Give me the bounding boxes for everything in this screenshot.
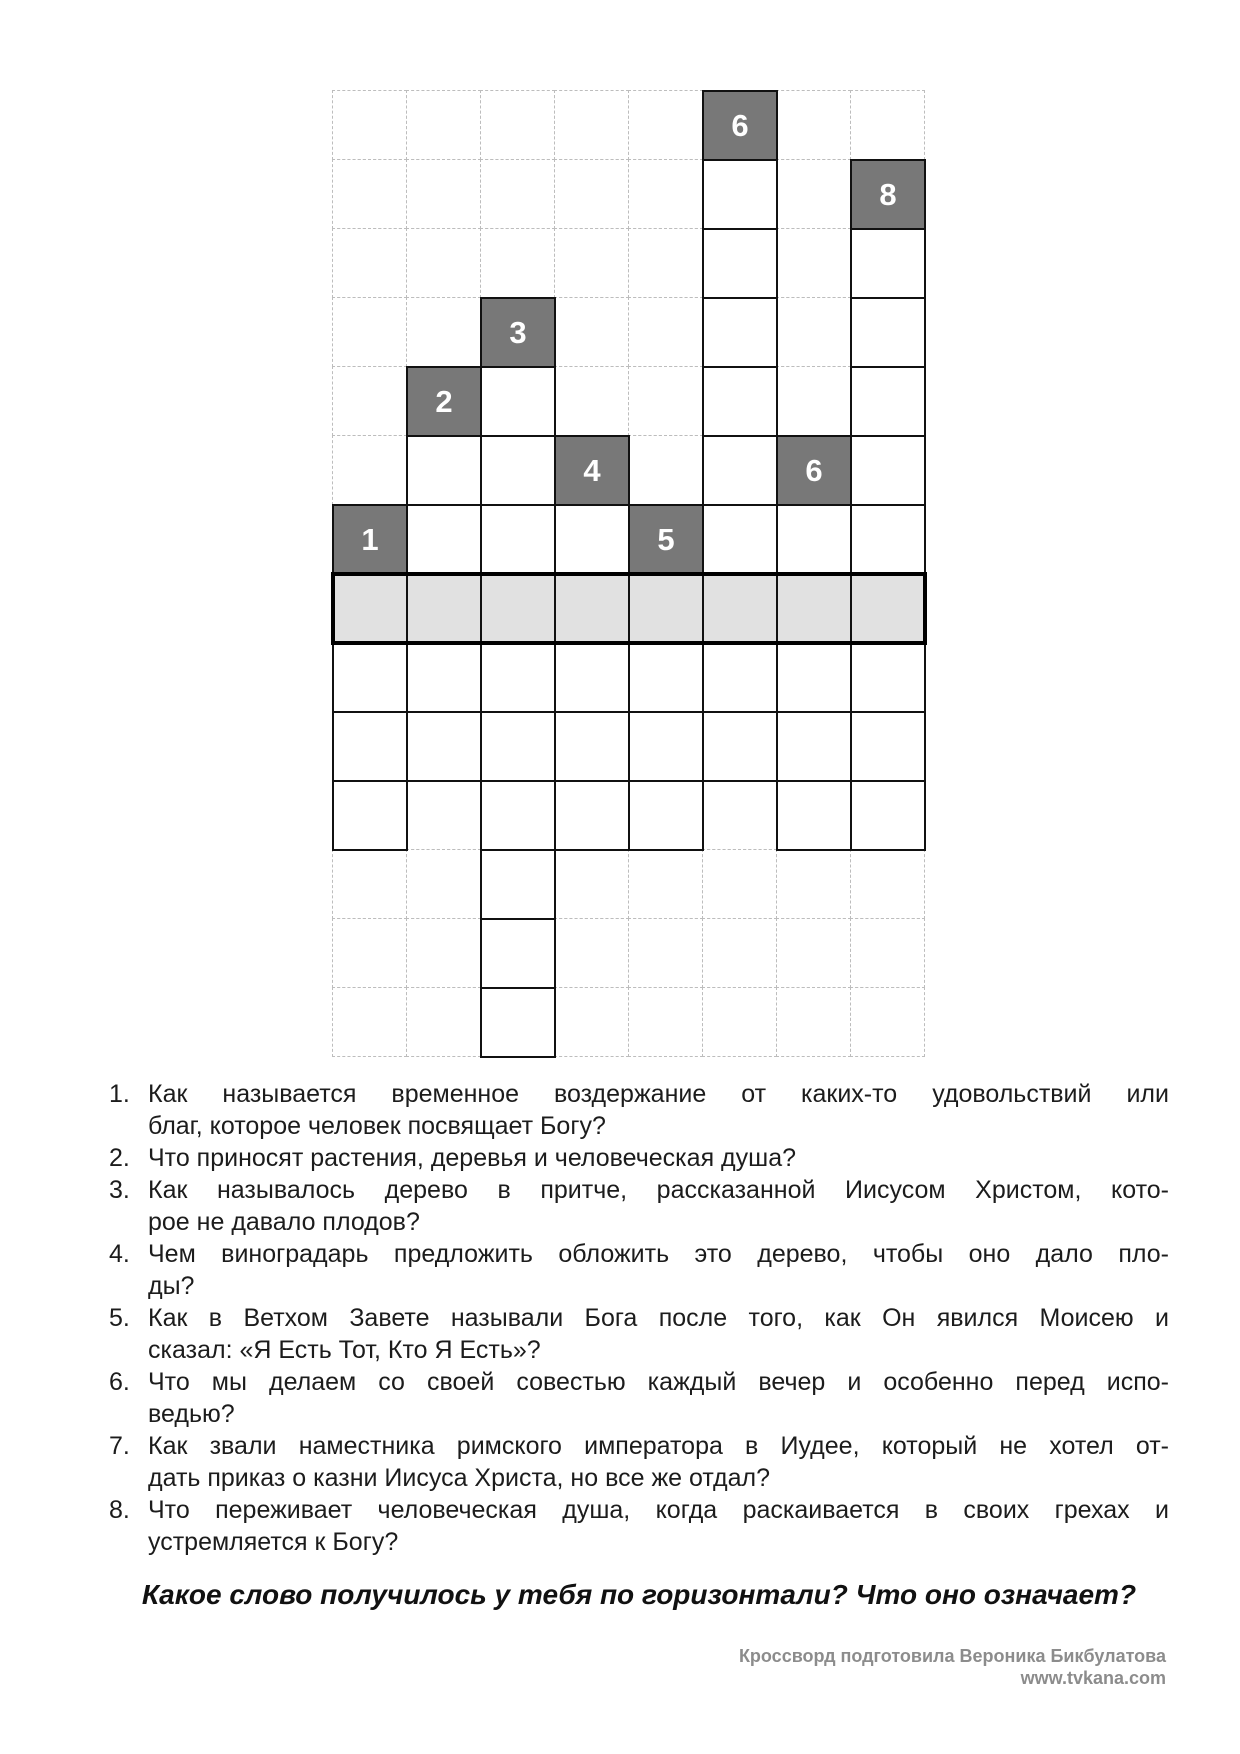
grid-guide-cell	[332, 90, 407, 160]
grid-guide-cell	[702, 918, 777, 988]
credit-website: www.tvkana.com	[1020, 1668, 1166, 1688]
grid-guide-cell	[628, 228, 703, 298]
question-number: 5.	[109, 1304, 130, 1332]
question-line: Чем виноградарь предложить обложить это дерево, чтобы оно дало пло-	[148, 1240, 1169, 1268]
clue-number-cell	[850, 159, 926, 230]
answer-cell	[480, 366, 556, 437]
grid-guide-cell	[776, 159, 851, 229]
answer-cell	[554, 504, 630, 575]
credit-author: Кроссворд подготовила Вероника Бикбулатова	[738, 1646, 1166, 1666]
answer-cell	[480, 711, 556, 782]
answer-cell	[480, 849, 556, 920]
grid-guide-cell	[406, 159, 481, 229]
answer-cell	[332, 711, 408, 782]
answer-cell	[702, 435, 778, 506]
question-item	[109, 1174, 1169, 1238]
grid-guide-cell	[480, 90, 555, 160]
answer-cell	[776, 711, 852, 782]
answer-cell	[480, 987, 556, 1058]
grid-guide-cell	[628, 987, 703, 1057]
question-item	[109, 1430, 1169, 1494]
grid-guide-cell	[776, 918, 851, 988]
answer-cell	[850, 642, 926, 713]
answer-cell	[406, 435, 482, 506]
clue-number-cell	[776, 435, 852, 506]
question-number: 2.	[109, 1144, 130, 1172]
clue-number-label: 4	[583, 453, 601, 488]
keyword-row-frame	[331, 572, 927, 645]
clue-number-cell	[628, 504, 704, 575]
grid-guide-cell	[554, 918, 629, 988]
answer-cell	[332, 780, 408, 851]
grid-guide-cell	[406, 918, 481, 988]
answer-cell	[628, 711, 704, 782]
question-line: рое не давало плодов?	[148, 1208, 420, 1236]
answer-cell	[702, 159, 778, 230]
grid-guide-cell	[702, 987, 777, 1057]
question-line: ведью?	[148, 1400, 235, 1428]
answer-cell	[850, 228, 926, 299]
grid-guide-cell	[332, 228, 407, 298]
grid-guide-cell	[332, 366, 407, 436]
question-number: 6.	[109, 1368, 130, 1396]
grid-guide-cell	[406, 849, 481, 919]
crossword-grid	[332, 90, 926, 1058]
grid-guide-cell	[480, 159, 555, 229]
answer-cell	[480, 642, 556, 713]
clue-number-cell	[480, 297, 556, 368]
answer-cell	[554, 711, 630, 782]
answer-cell	[406, 642, 482, 713]
grid-guide-cell	[850, 987, 925, 1057]
question-number: 3.	[109, 1176, 130, 1204]
grid-guide-cell	[628, 849, 703, 919]
answer-cell	[628, 642, 704, 713]
grid-guide-cell	[406, 228, 481, 298]
answer-cell	[702, 504, 778, 575]
grid-guide-cell	[628, 366, 703, 436]
grid-guide-cell	[628, 435, 703, 505]
grid-guide-cell	[776, 90, 851, 160]
question-item	[109, 1078, 1169, 1142]
question-line: Как называется временное воздержание от каких-то удовольствий или	[148, 1080, 1169, 1108]
answer-cell	[702, 711, 778, 782]
grid-guide-cell	[554, 90, 629, 160]
grid-guide-cell	[332, 159, 407, 229]
grid-guide-cell	[628, 297, 703, 367]
question-number: 7.	[109, 1432, 130, 1460]
grid-guide-cell	[406, 780, 481, 850]
question-line: устремляется к Богу?	[148, 1528, 399, 1556]
grid-guide-cell	[776, 228, 851, 298]
final-question: Какое слово получилось у тебя по горизонтали? Что оно означает?	[141, 1579, 1137, 1610]
question-number: 8.	[109, 1496, 130, 1524]
answer-cell	[850, 435, 926, 506]
grid-guide-cell	[480, 228, 555, 298]
grid-guide-cell	[332, 849, 407, 919]
grid-guide-cell	[554, 366, 629, 436]
clue-number-label: 8	[879, 177, 897, 212]
answer-cell	[406, 711, 482, 782]
answer-cell	[554, 642, 630, 713]
question-item	[109, 1302, 1169, 1366]
question-line: благ, которое человек посвящает Богу?	[148, 1112, 606, 1140]
answer-cell	[850, 366, 926, 437]
grid-guide-cell	[850, 849, 925, 919]
question-line: Что приносят растения, деревья и человеческая душа?	[148, 1144, 797, 1172]
clue-number-cell	[332, 504, 408, 575]
answer-cell	[628, 780, 704, 851]
question-item	[109, 1494, 1169, 1558]
grid-guide-cell	[702, 849, 777, 919]
question-item	[109, 1142, 1169, 1174]
grid-guide-cell	[628, 159, 703, 229]
answer-cell	[332, 642, 408, 713]
question-line: ды?	[148, 1272, 195, 1300]
clue-number-label: 1	[361, 522, 379, 557]
answer-cell	[850, 504, 926, 575]
grid-guide-cell	[554, 159, 629, 229]
grid-guide-cell	[332, 987, 407, 1057]
grid-guide-cell	[332, 435, 407, 505]
answer-cell	[480, 918, 556, 989]
answer-cell	[702, 297, 778, 368]
clue-number-label: 5	[657, 522, 675, 557]
grid-guide-cell	[628, 918, 703, 988]
clue-number-label: 2	[435, 384, 453, 419]
credits	[739, 1645, 1166, 1689]
grid-guide-cell	[554, 228, 629, 298]
question-line: Что переживает человеческая душа, когда раскаивается в своих грехах и	[148, 1496, 1169, 1524]
answer-cell	[850, 780, 926, 851]
question-line: Как называлось дерево в притче, рассказанной Иисусом Христом, кото-	[148, 1176, 1169, 1204]
grid-guide-cell	[332, 297, 407, 367]
question-item	[109, 1238, 1169, 1302]
clue-number-label: 3	[509, 315, 527, 350]
question-line: Как в Ветхом Завете называли Бога после того, как Он явился Моисею и	[148, 1304, 1169, 1332]
answer-cell	[776, 504, 852, 575]
question-number: 4.	[109, 1240, 130, 1268]
answer-cell	[702, 228, 778, 299]
grid-guide-cell	[628, 90, 703, 160]
answer-cell	[406, 504, 482, 575]
grid-guide-cell	[776, 297, 851, 367]
grid-guide-cell	[406, 987, 481, 1057]
clue-number-cell	[406, 366, 482, 437]
grid-guide-cell	[554, 987, 629, 1057]
grid-guide-cell	[554, 849, 629, 919]
grid-guide-cell	[702, 780, 777, 850]
grid-guide-cell	[776, 987, 851, 1057]
answer-cell	[480, 780, 556, 851]
clue-number-cell	[702, 90, 778, 161]
clue-number-label: 6	[731, 108, 749, 143]
grid-guide-cell	[776, 849, 851, 919]
questions-list	[109, 1078, 1169, 1558]
answer-cell	[480, 435, 556, 506]
question-item	[109, 1366, 1169, 1430]
answer-cell	[776, 642, 852, 713]
answer-cell	[702, 642, 778, 713]
answer-cell	[850, 297, 926, 368]
answer-cell	[850, 711, 926, 782]
answer-cell	[702, 366, 778, 437]
clue-number-cell	[554, 435, 630, 506]
answer-cell	[480, 504, 556, 575]
grid-guide-cell	[850, 90, 925, 160]
question-line: дать приказ о казни Иисуса Христа, но все же отдал?	[148, 1464, 770, 1492]
answer-cell	[776, 780, 852, 851]
grid-guide-cell	[776, 366, 851, 436]
grid-guide-cell	[554, 297, 629, 367]
answer-cell	[554, 780, 630, 851]
question-number: 1.	[109, 1080, 130, 1108]
grid-guide-cell	[850, 918, 925, 988]
clue-number-label: 6	[805, 453, 823, 488]
grid-guide-cell	[406, 297, 481, 367]
grid-guide-cell	[332, 918, 407, 988]
question-line: Как звали наместника римского императора в Иудее, который не хотел от-	[148, 1432, 1169, 1460]
question-line: сказал: «Я Есть Тот, Кто Я Есть»?	[148, 1336, 541, 1364]
grid-guide-cell	[406, 90, 481, 160]
question-line: Что мы делаем со своей совестью каждый вечер и особенно перед испо-	[148, 1368, 1169, 1396]
